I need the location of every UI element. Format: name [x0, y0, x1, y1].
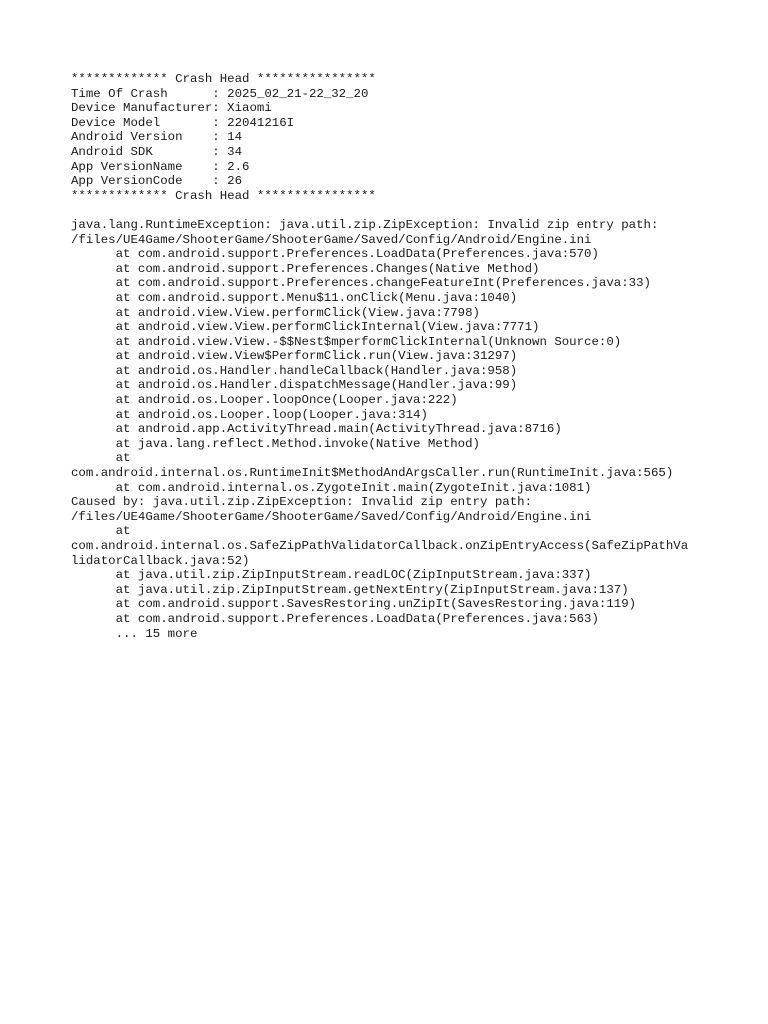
stacktrace-line: at java.lang.reflect.Method.invoke(Native Method) [71, 436, 480, 451]
stacktrace-line: at android.view.View.performClick(View.java:7798) [71, 305, 480, 320]
stacktrace-line: at java.util.zip.ZipInputStream.readLOC(ZipInputStream.java:337) [71, 568, 592, 583]
crash-head-block [71, 72, 751, 203]
stacktrace-line: com.android.internal.os.SafeZipPathValidatorCallback.onZipEntryAccess(SafeZipPathVa [71, 539, 689, 553]
stacktrace-line: at com.android.support.Preferences.LoadData(Preferences.java:570) [71, 247, 599, 262]
crash-field-version-name: App VersionName : 2.6 [71, 159, 250, 174]
stacktrace-line: at android.view.View$PerformClick.run(View.java:31297) [71, 349, 518, 364]
stacktrace-line: at java.util.zip.ZipInputStream.getNextEntry(ZipInputStream.java:137) [71, 582, 629, 597]
stacktrace-line: at com.android.support.Preferences.LoadData(Preferences.java:563) [71, 611, 599, 626]
crash-field-version-code: App VersionCode : 26 [71, 174, 243, 189]
stacktrace-line: at android.os.Handler.handleCallback(Handler.java:958) [71, 363, 518, 378]
stacktrace-line: com.android.internal.os.RuntimeInit$MethodAndArgsCaller.run(RuntimeInit.java:565) [71, 466, 674, 481]
stacktrace-line: at com.android.support.Preferences.changeFeatureInt(Preferences.java:33) [71, 276, 651, 291]
stacktrace-line: at android.view.View.performClickInternal(View.java:7771) [71, 320, 540, 335]
stacktrace-line: at com.android.internal.os.ZygoteInit.main(ZygoteInit.java:1081) [71, 480, 592, 495]
stacktrace-line: /files/UE4Game/ShooterGame/ShooterGame/Saved/Config/Android/Engine.ini [71, 509, 592, 524]
stacktrace-line: lidatorCallback.java:52) [71, 553, 250, 568]
stacktrace-line: at android.view.View.-$$Nest$mperformClickInternal(Unknown Source:0) [71, 334, 622, 349]
crash-field-android-sdk: Android SDK : 34 [71, 144, 243, 159]
stacktrace-line: at android.app.ActivityThread.main(ActivityThread.java:8716) [71, 422, 562, 437]
stacktrace-line: at [71, 524, 131, 539]
stacktrace-line: at [71, 451, 131, 466]
stacktrace-block [71, 218, 751, 641]
stacktrace-line: java.lang.RuntimeException: java.util.zip.ZipException: Invalid zip entry path: [71, 217, 659, 232]
stacktrace-line: /files/UE4Game/ShooterGame/ShooterGame/Saved/Config/Android/Engine.ini [71, 232, 592, 247]
stacktrace-line: Caused by: java.util.zip.ZipException: Invalid zip entry path: [71, 495, 533, 510]
stacktrace-line: at android.os.Looper.loopOnce(Looper.java:222) [71, 393, 458, 408]
crash-head-end-banner: ************* Crash Head **************** [71, 188, 376, 203]
crash-field-android-version: Android Version : 14 [71, 130, 243, 145]
stacktrace-line: at com.android.support.SavesRestoring.unZipIt(SavesRestoring.java:119) [71, 597, 637, 612]
stacktrace-line: at com.android.support.Menu$11.onClick(Menu.java:1040) [71, 290, 518, 305]
crash-field-time: Time Of Crash : 2025_02_21-22_32_20 [71, 86, 369, 101]
crash-head-start-banner: ************* Crash Head **************** [71, 72, 376, 86]
stacktrace-line: at android.os.Handler.dispatchMessage(Handler.java:99) [71, 378, 518, 393]
section-spacer [71, 203, 751, 218]
crash-field-model: Device Model : 22041216I [71, 115, 295, 130]
stacktrace-line: at com.android.support.Preferences.Changes(Native Method) [71, 261, 540, 276]
stacktrace-line: at android.os.Looper.loop(Looper.java:314) [71, 407, 428, 422]
stacktrace-line: ... 15 more [71, 626, 198, 641]
crash-field-manufacturer: Device Manufacturer: Xiaomi [71, 101, 272, 116]
crash-log-document [71, 72, 751, 641]
